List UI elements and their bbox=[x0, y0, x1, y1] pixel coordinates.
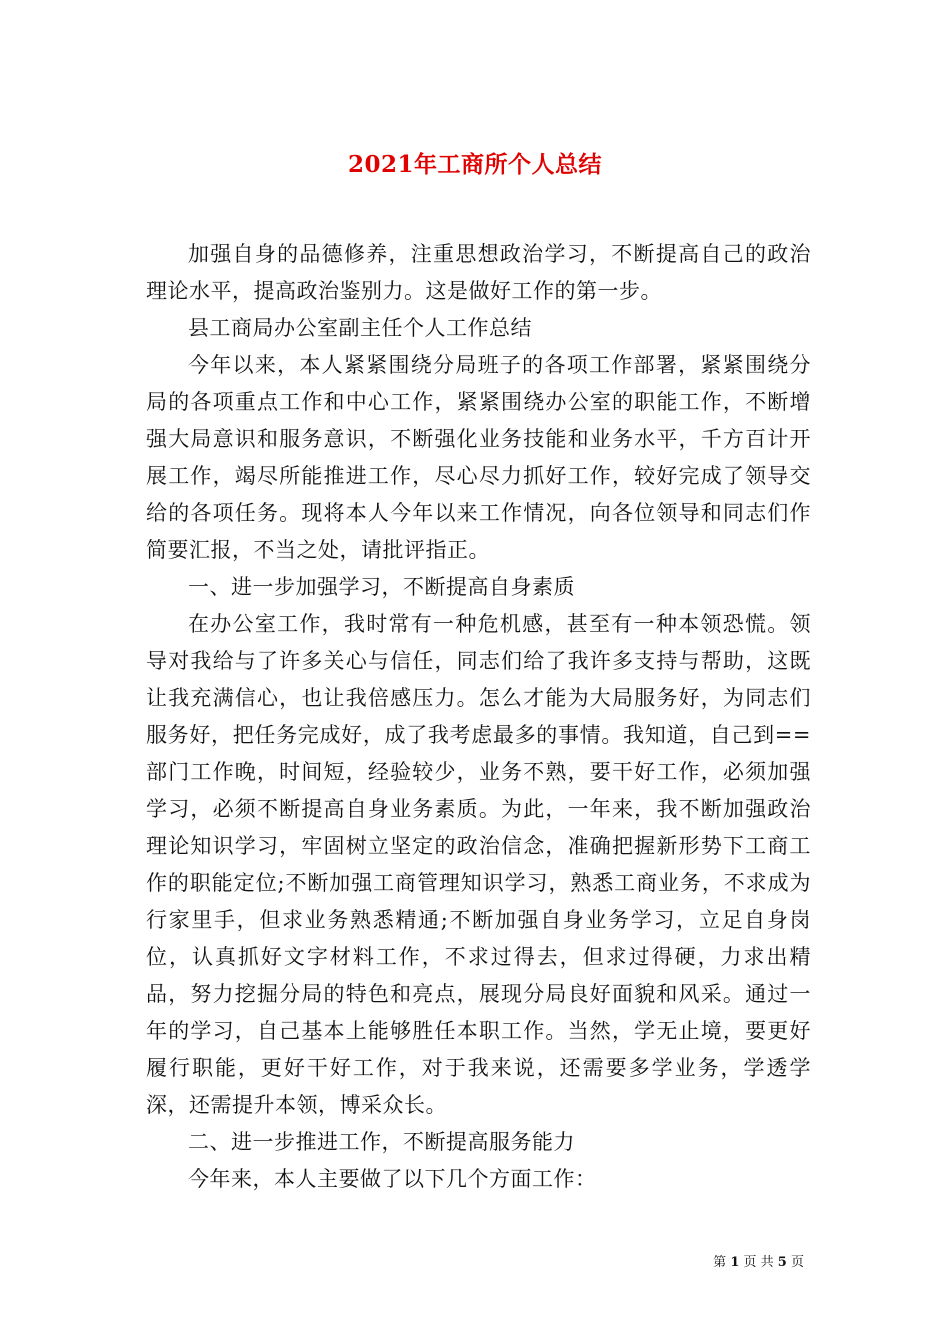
footer-middle: 页 共 bbox=[743, 1255, 774, 1270]
total-page-count: 5 bbox=[777, 1255, 787, 1270]
section-heading: 县工商局办公室副主任个人工作总结 bbox=[188, 316, 532, 340]
paragraph: 今年以来，本人紧紧围绕分局班子的各项工作部署，紧紧围绕分局的各项重点工作和中心工作，紧紧围绕办公室的职能工作，不断增强大局意识和服务意识，不断强化业务技能和业务水平，千方百计开展工作，竭尽所能推进工作，尽心尽力抓好工作，较好完成了领导交给的各项任务。现将本人今年以来工作情况，向各位领导和同志们作简要汇报，不当之处，请批评指正。 bbox=[146, 353, 811, 562]
current-page-number: 1 bbox=[730, 1255, 740, 1270]
section-heading: 一、进一步加强学习，不断提高自身素质 bbox=[188, 575, 575, 599]
document-body bbox=[146, 236, 811, 1198]
paragraph: 今年来，本人主要做了以下几个方面工作： bbox=[188, 1167, 597, 1191]
section-heading: 二、进一步推进工作，不断提高服务能力 bbox=[188, 1130, 575, 1154]
footer-suffix: 页 bbox=[790, 1255, 804, 1270]
paragraph: 在办公室工作，我时常有一种危机感，甚至有一种本领恐慌。领导对我给与了许多关心与信任，同志们给了我许多支持与帮助，这既让我充满信心，也让我倍感压力。怎么才能为大局服务好，为同志们服务好，把任务完成好，成了我考虑最多的事情。我知道，自己到==部门工作晚，时间短，经验较少，业务不熟，要干好工作，必须加强学习，必须不断提高自身业务素质。为此，一年来，我不断加强政治理论知识学习，牢固树立坚定的政治信念，准确把握新形势下工商工作的职能定位;不断加强工商管理知识学习，熟悉工商业务，不求成为行家里手，但求业务熟悉精通;不断加强自身业务学习，立足自身岗位，认真抓好文字材料工作，不求过得去，但求过得硬，力求出精品，努力挖掘分局的特色和亮点，展现分局良好面貌和风采。通过一年的学习，自己基本上能够胜任本职工作。当然，学无止境，要更好履行职能，更好干好工作，对于我来说，还需要多学业务，学透学深，还需提升本领，博采众长。 bbox=[146, 612, 811, 1117]
document-title: 2021年工商所个人总结 bbox=[347, 151, 602, 179]
footer-prefix: 第 bbox=[713, 1255, 727, 1270]
paragraph: 加强自身的品德修养，注重思想政治学习，不断提高自己的政治理论水平，提高政治鉴别力。这是做好工作的第一步。 bbox=[146, 242, 811, 303]
page-number-footer bbox=[713, 1254, 804, 1272]
